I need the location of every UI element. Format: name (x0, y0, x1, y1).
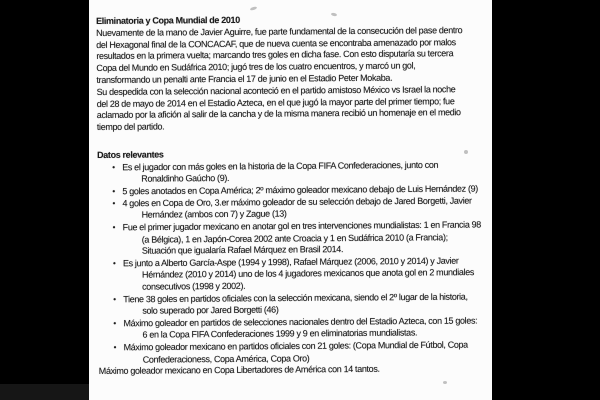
scan-artifact (464, 150, 468, 154)
line-text: Máximo goleador mexicano en partidos oficiales con 21 goles: (Copa Mundial de Fútbol, Copa (123, 339, 468, 353)
scanned-page (89, 0, 492, 400)
line-text: consecutivos (1998 y 2002). (142, 281, 246, 292)
line-text: Es junto a Alberto García-Aspe (1994 y 1998), Rafael Márquez (2006, 2010 y 2014) y Javier (122, 255, 459, 269)
line-text: Es el jugador con más goles en la historia de la Copa FIFA Confederaciones, junto con (122, 159, 439, 173)
line-text: resultados en la primera vuelta; marcando tres goles en dicha fase. Con esto disputaría su tercera (96, 48, 454, 62)
line-text: Eliminatoria y Copa Mundial de 2010 (96, 14, 240, 26)
line-text: (a Bélgica), 1 en Japón-Corea 2002 ante Croacia y 1 en Sudáfrica 2010 (a Francia); (141, 231, 448, 245)
line-text: del 28 de mayo de 2014 en el Estadio Azteca, en el que jugó la mayor parte del primer tiempo; fue (96, 95, 455, 109)
line-text: Máximo goleador en partidos de selecciones nacionales dentro del Estadio Azteca, con 15 goles: (123, 315, 478, 329)
line-text: Su despedida con la selección nacional aconteció en el partido amistoso México vs Israel la noche (96, 83, 456, 97)
bullet-icon: • (113, 343, 117, 353)
line-text: Situación que igualaría Rafael Márquez en Brasil 2014. (141, 244, 344, 256)
bullet-icon: • (112, 258, 116, 269)
bullet-icon: • (113, 294, 117, 304)
scan-artifact (443, 381, 447, 384)
line-text: 4 goles en Copa de Oro, 3.er máximo goleador de su selección debajo de Jared Borgetti, Javier (122, 195, 472, 209)
bullet-icon: • (112, 162, 116, 172)
bullet-icon: • (112, 186, 116, 196)
line-text: tiempo del partido. (96, 121, 165, 133)
line-text: Confederacioness, Copa América, Copa Oro) (142, 352, 310, 365)
scan-artifact (0, 384, 89, 400)
line-text: 6 en la Copa FIFA Confederaciones 1999 y 9 en eliminatorias mundialistas. (142, 327, 418, 341)
line-text: aclamado por la afición al salir de la cancha y de la misma manera recibió un homenaje en el medio (96, 107, 461, 121)
line-text: Nuevamente de la mano de Javier Aguirre, fue parte fundamental de la consecución del pase dentro (96, 24, 463, 38)
line-text: Datos relevantes (97, 149, 164, 160)
text-line (99, 363, 491, 378)
line-text: Hérnández (2010 y 2014) uno de los 4 jugadores mexicanos que anota gol en 2 mundiales (141, 267, 475, 281)
line-text: solo superado por Jared Borgetti (46) (142, 304, 279, 316)
line-text: Fue el primer jugador mexicano en anotar gol en tres intervenciones mundialistas: 1 en Francia 98 (122, 219, 481, 233)
line-text: transformando un penalti ante Francia el 17 de junio en el Estadio Peter Mokaba. (96, 72, 393, 85)
document-text (96, 13, 491, 378)
line-text: Copa del Mundo en Sudáfrica 2010; jugó tres de los cuatro encuentros, y marcó un gol, (96, 60, 416, 74)
bullet-icon: • (112, 223, 116, 233)
line-text: del Hexagonal final de la CONCACAF, que de nueva cuenta se encontraba amenazado por malos (96, 36, 456, 50)
line-text: Máximo goleador mexicano en Copa Libertadores de América con 14 tantos. (98, 364, 380, 377)
line-text: Tiene 38 goles en partidos oficiales con la selección mexicana, siendo el 2º lugar de la historia, (123, 291, 468, 305)
bullet-icon: • (113, 318, 117, 328)
line-text: 5 goles anotados en Copa América; 2º máximo goleador mexicano debajo de Luis Hernández (9) (122, 183, 478, 197)
line-text: Ronaldinho Gaúcho (9). (141, 173, 230, 184)
bullet-icon: • (112, 199, 116, 209)
line-text: Hernández (ambos con 7) y Zague (13) (141, 208, 287, 221)
